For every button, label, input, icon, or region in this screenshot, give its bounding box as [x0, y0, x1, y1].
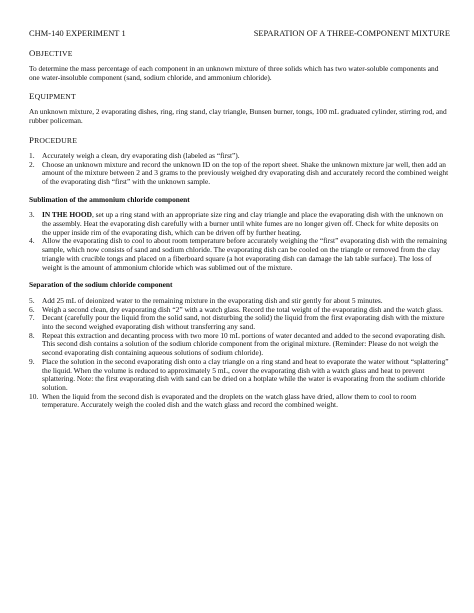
procedure-heading: PROCEDURE — [29, 134, 78, 145]
list-item: 10. When the liquid from the second dish is evaporated and the droplets on the watch glass have dried, allow them to cool to room temperature. Accurately weigh the cooled dish and the watch glass and record the combined weight. — [29, 391, 417, 410]
list-item: 5. Add 25 mL of deionized water to the remaining mixture in the evaporating dish and stir gently for about 5 minutes. — [29, 295, 383, 305]
course-title: CHM-140 EXPERIMENT 1 — [29, 29, 126, 38]
list-item: 3. IN THE HOOD, set up a ring stand with an appropriate size ring and clay triangle and place the evaporating dish with the unknown on the assembly. Heat the evaporating dish carefully with a burner until white fumes are no longer given off. Check for white deposits on the upper inside rim of the evaporating dish, which can be driven off by further heating. — [29, 210, 444, 237]
sodium-steps — [29, 297, 449, 410]
equipment-text: An unknown mixture, 2 evaporating dishes, ring, ring stand, clay triangle, Bunsen burner, tongs, 100 mL graduated cylinder, stirring rod, and rubber policeman. — [29, 107, 447, 126]
document-page — [29, 29, 449, 410]
ammonium-heading: Sublimation of the ammonium chloride component — [29, 194, 190, 204]
list-item: 1. Accurately weigh a clean, dry evaporating dish (labeled as “first”). — [29, 150, 240, 160]
list-item: 4. Allow the evaporating dish to cool to about room temperature before accurately weighing the “first” evaporating dish with the remaining sample, which now consists of sand and sodium chloride. The evaporating dish can be cooled on the triangle or removed from the clay triangle with crucible tongs and placed on a fiberboard square (a hot evaporating dish can damage the lab table surface). The loss of weight is the amount of ammonium chloride which was sublimed out of the mixture. — [29, 236, 447, 272]
objective-heading: OBJECTIVE — [29, 48, 73, 58]
page-header — [29, 29, 449, 41]
list-item: 6. Weigh a second clean, dry evaporating dish “2” with a watch glass. Record the total weight of the evaporating dish and the watch glass. — [29, 304, 443, 314]
ammonium-steps — [29, 211, 449, 272]
equipment-heading: EQUIPMENT — [29, 91, 76, 102]
list-item: 2. Choose an unknown mixture and record the unknown ID on the top of the report sheet. Shake the unknown mixture jar well, then add an amount of the mixture between 2 and 3 grams to the previously weighed dry evaporating dish and accurately record the combined weight of the evaporating dish “first” with the unknown sample. — [29, 159, 449, 186]
hood-warning: IN THE HOOD — [42, 210, 92, 220]
list-item: 7. Decant (carefully pour the liquid from the solid sand, not disturbing the solid) the liquid from the first evaporating dish with the mixture into the second weighed evaporating dish without transferring any sand. — [29, 313, 445, 332]
list-item: 8. Repeat this extraction and decanting process with two more 10 mL portions of water decanted and added to the second evaporating dish. This second dish contains a solution of the sodium chloride component from the original mixture. (Reminder: Please do not weigh the second evaporating dish containing aqueous solutions of sodium chloride). — [29, 330, 446, 358]
objective-text: To determine the mass percentage of each component in an unknown mixture of three solids which has two water-soluble components and one water-insoluble component (sand, sodium chloride, and ammonium chloride). — [29, 64, 439, 82]
experiment-title: SEPARATION OF A THREE-COMPONENT MIXTURE — [253, 29, 450, 38]
sodium-heading: Separation of the sodium chloride component — [29, 280, 173, 290]
list-item: 9. Place the solution in the second evaporating dish onto a clay triangle on a ring stand and heat to evaporate the water without “splattering” the liquid. When the volume is reduced to approximately 5 mL, cover the evaporating dish with a watch glass and heat to prevent splattering. Note: the first evaporating dish with sand can be dried on a hotplate while the water is evaporating from the sodium chloride solution. — [29, 356, 449, 392]
procedure-steps — [29, 152, 449, 187]
